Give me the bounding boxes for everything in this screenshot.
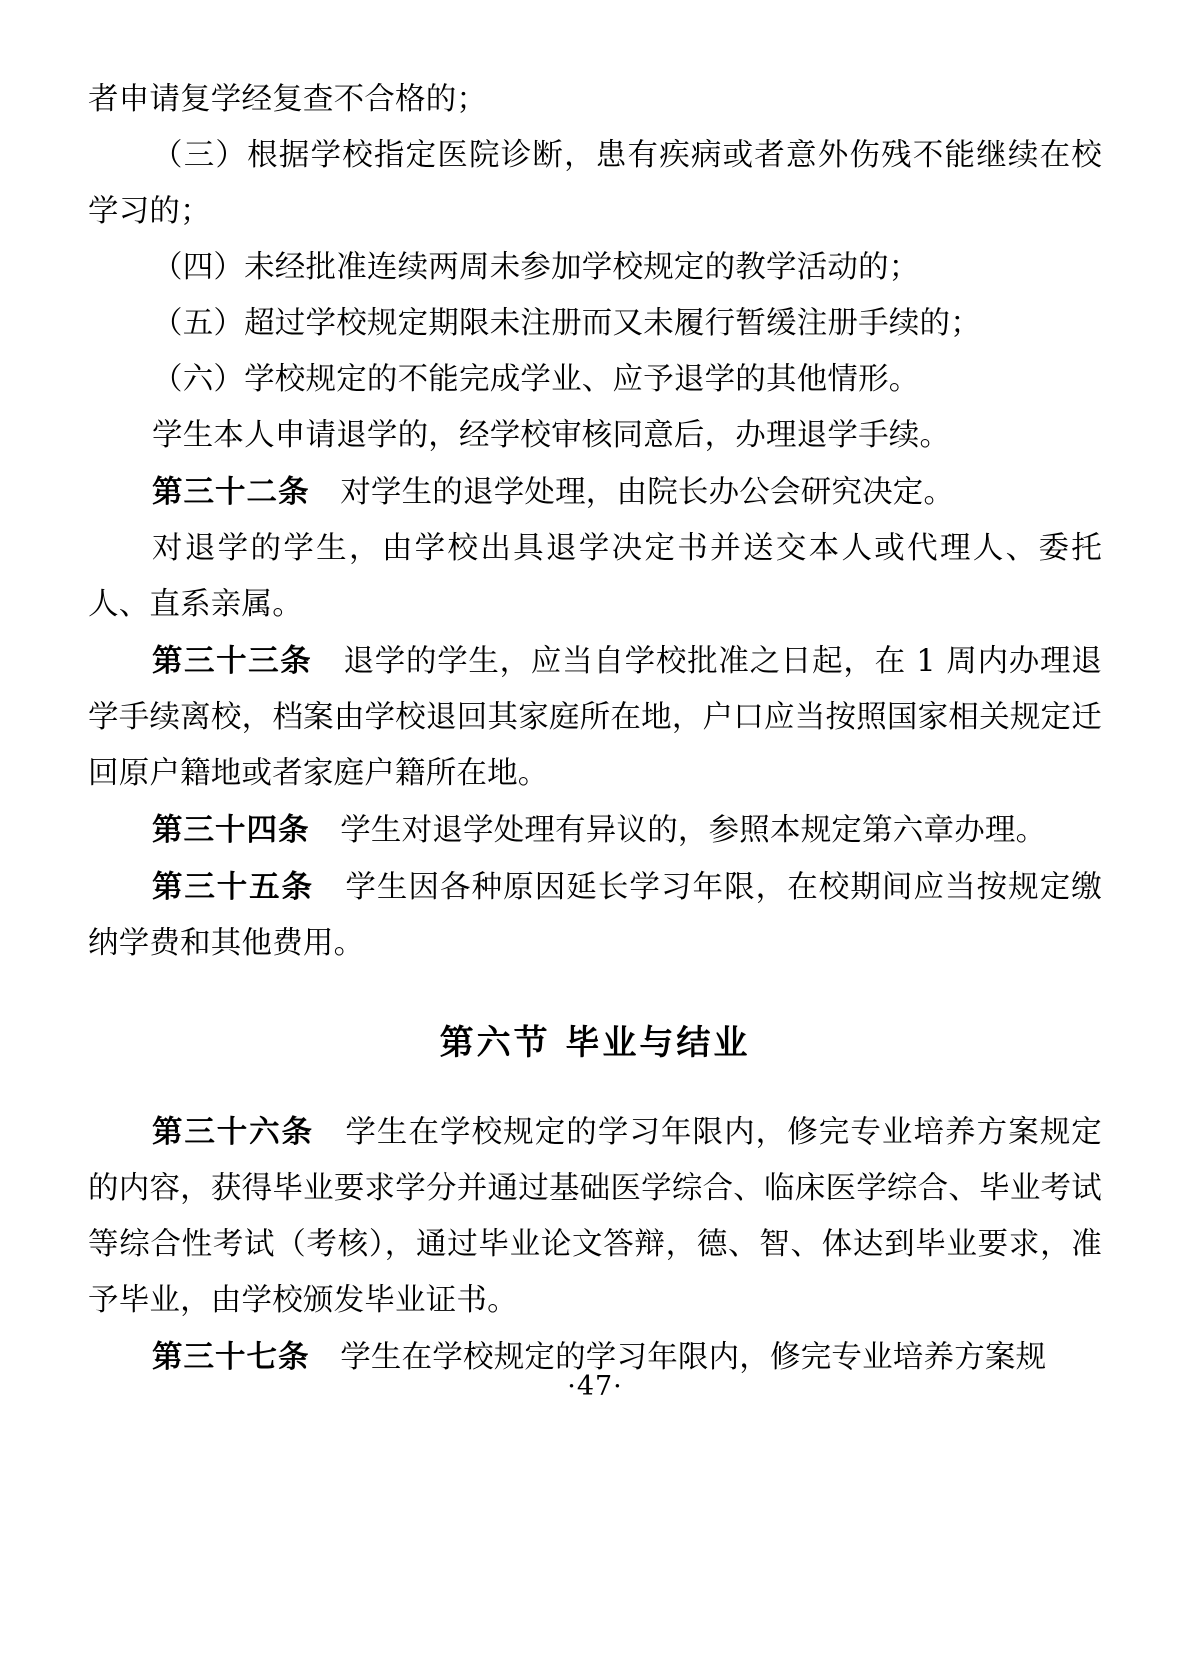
- page-number: ·47·: [567, 1371, 623, 1402]
- list-item-six: （六）学校规定的不能完成学业、应予退学的其他情形。: [152, 362, 920, 397]
- list-item-four: （四）未经批准连续两周未参加学校规定的教学活动的；: [152, 250, 920, 285]
- article-36: [88, 1104, 1102, 1329]
- article-33: [88, 633, 1102, 802]
- article-33-text: 退学的学生，应当自学校批准之日起，在 1 周内办理退学手续离校，档案由学校退回其家庭所在地，户口应当按照国家相关规定迁回原户籍地或者家庭户籍所在地。: [88, 644, 1102, 791]
- section-heading: 第六节 毕业与结业: [439, 1023, 751, 1063]
- paragraph-continued: 者申请复学经复查不合格的；: [88, 82, 488, 117]
- paragraph-withdraw-notice: 对退学的学生，由学校出具退学决定书并送交本人或代理人、委托人、直系亲属。: [88, 531, 1102, 622]
- article-32-label: 第三十二条: [152, 474, 310, 510]
- paragraph-self-application: 学生本人申请退学的，经学校审核同意后，办理退学手续。: [152, 418, 951, 453]
- article-37-text: 学生在学校规定的学习年限内，修完专业培养方案规: [309, 1340, 1047, 1375]
- article-36-text: 学生在学校规定的学习年限内，修完专业培养方案规定的内容，获得毕业要求学分并通过基础医学综合、临床医学综合、毕业考试等综合性考试（考核），通过毕业论文答辩，德、智、体达到毕业要求，准予毕业，由学校颁发毕业证书。: [88, 1115, 1103, 1318]
- article-33-label: 第三十三条: [152, 643, 313, 679]
- article-36-label: 第三十六条: [152, 1114, 314, 1150]
- article-32-text: 对学生的退学处理，由院长办公会研究决定。: [309, 475, 955, 510]
- article-34-text: 学生对退学处理有异议的，参照本规定第六章办理。: [309, 813, 1047, 848]
- article-35: [88, 859, 1102, 972]
- page-content: [88, 72, 1102, 1386]
- article-37-label: 第三十七条: [152, 1339, 310, 1375]
- article-34-label: 第三十四条: [152, 812, 310, 848]
- list-item-five: （五）超过学校规定期限未注册而又未履行暂缓注册手续的；: [152, 306, 981, 341]
- list-item-three: （三）根据学校指定医院诊断，患有疾病或者意外伤残不能继续在校学习的；: [88, 138, 1102, 229]
- article-34: [88, 802, 1102, 859]
- article-35-text: 学生因各种原因延长学习年限，在校期间应当按规定缴纳学费和其他费用。: [88, 870, 1103, 961]
- article-35-label: 第三十五条: [152, 869, 314, 905]
- article-32: [88, 464, 1102, 521]
